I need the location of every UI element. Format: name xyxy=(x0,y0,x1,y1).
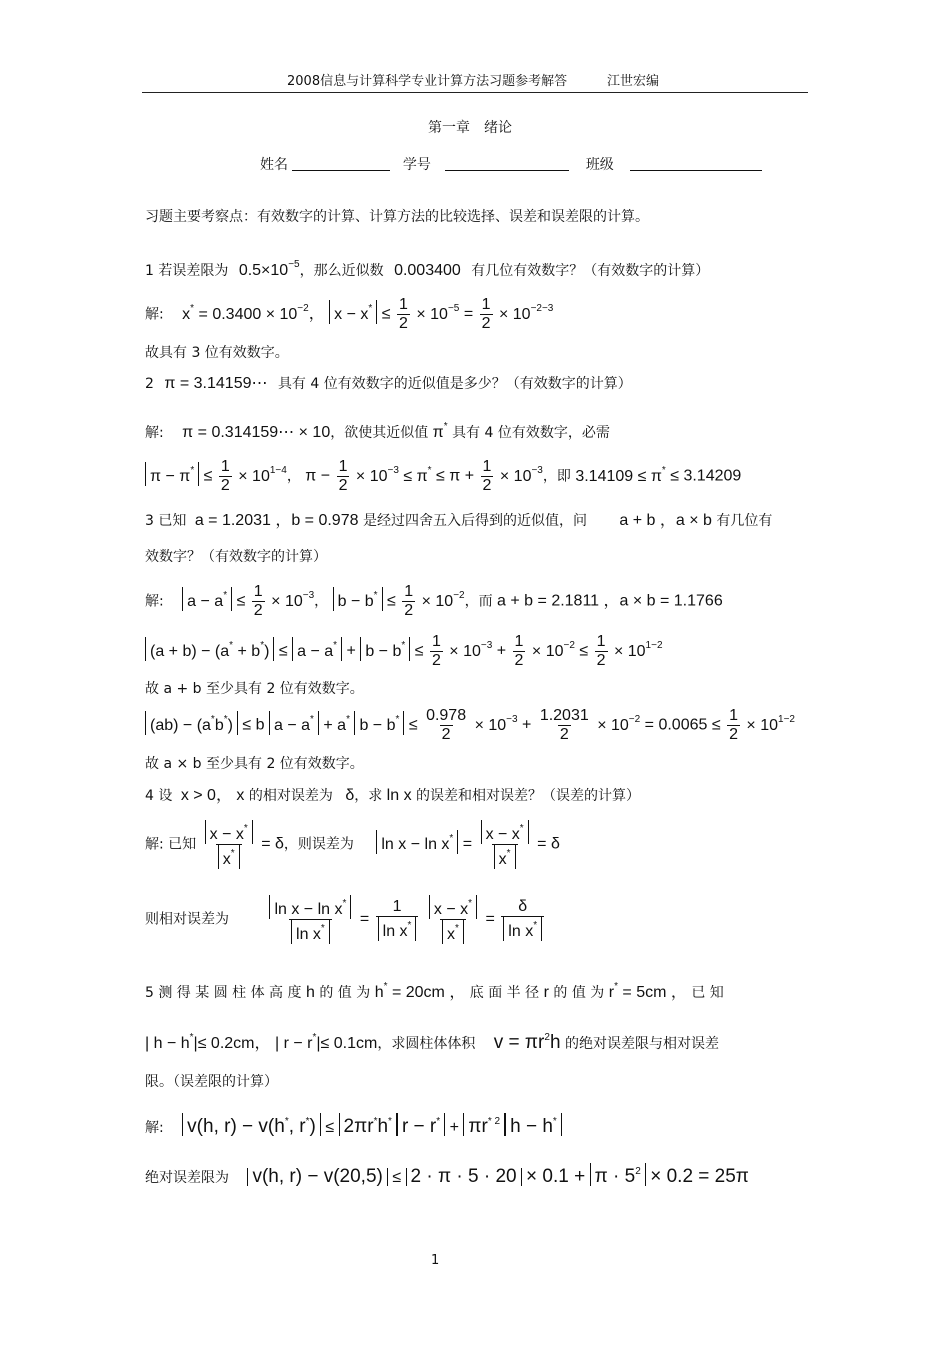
p4-eq-delta: = δ xyxy=(261,835,284,853)
p4-frac-err: $\frac{x - x^*}{x^*}$ xyxy=(479,820,531,869)
p2-frac-1: $\frac{1}{2}$ xyxy=(220,458,230,494)
p4-frac-known: $\frac{x - x^*}{x^*}$ xyxy=(203,820,255,869)
p5-text-g: 已 知 xyxy=(691,985,724,1001)
p3-sum-le-2: ≤ xyxy=(414,642,424,660)
p2-range-end: ≤ 3.14209 xyxy=(670,467,742,485)
p2-pi-star: π* xyxy=(432,421,448,441)
p1-text-c: 有几位有效数字？（有效数字的计算） xyxy=(471,263,710,279)
p3-er: ，而 xyxy=(464,593,493,610)
p2-text-2: 具有 4 位有效数字，必需 xyxy=(452,425,610,441)
p2-comma: ， xyxy=(286,468,301,485)
student-form xyxy=(260,157,762,174)
p3-sum-frac-2: $\frac{1}{2}$ xyxy=(514,633,524,669)
p4-text-b: 的相对误差为 xyxy=(248,788,333,804)
p3-prod-result: = 0.0065 ≤ xyxy=(644,716,721,734)
p5-abs-h: h − h* xyxy=(505,1113,562,1136)
p5-volume-formula: $v = \pi r^2h$ xyxy=(493,1032,561,1053)
p1-frac-1: $\frac{1}{2}$ xyxy=(399,296,408,332)
class-blank[interactable] xyxy=(630,170,762,171)
id-blank[interactable] xyxy=(445,170,569,171)
p1-abs-error: x − x* xyxy=(329,300,377,324)
p3-bound-a: × $10^{-3}$ xyxy=(271,589,315,610)
p3-sum-plus: + xyxy=(346,642,356,660)
p5-abs-bound xyxy=(145,1163,749,1189)
p1-solution: 解: $x^* = 0.3400 \times 10^{-2}$， x − x* ≤ $\frac{1}{2}$ × $10^{-5}$ = $\frac{1}{2}$ × $10^{-2-3}$ xyxy=(145,296,554,332)
p2-le-pi: ≤ π* xyxy=(403,464,432,485)
p2-number: 2 xyxy=(145,376,154,392)
p5-abs-le: ≤ xyxy=(392,1169,402,1186)
p5-abs-term2: $\pi \cdot 5^2$ xyxy=(590,1163,646,1186)
p3-sum-le-3: ≤ xyxy=(579,642,589,660)
p3-values: a = 1.2031 ，b = 0.978 xyxy=(194,512,359,529)
p3-conclusion-2: 故 a × b 至少具有 2 位有效数字。 xyxy=(145,756,364,772)
p1-bound: × $10^{-5}$ xyxy=(416,302,460,323)
p5-abs-r: r − r* xyxy=(397,1113,445,1136)
class-label: 班级 xyxy=(585,157,614,173)
p1-bound-2: × $10^{-2-3}$ xyxy=(498,302,554,323)
chapter-title: 第一章 绪论 xyxy=(428,120,512,136)
p5-solution-label: 解: xyxy=(145,1120,164,1136)
p4-solution xyxy=(145,820,560,869)
p3-text-b: 是经过四舍五入后得到的近似值，问 xyxy=(362,513,587,529)
p2-text-b: 具有 4 位有效数字的近似值是多少？（有效数字的计算） xyxy=(277,376,632,392)
p3-solution-label: 解: xyxy=(145,593,164,610)
p3-sum-abs-a: a − a* xyxy=(292,637,342,661)
p1-error-bound: $0.5\times 10^{-5}$ xyxy=(238,259,300,279)
p5-abs-label: 绝对误差限为 xyxy=(145,1170,229,1186)
p5-abs-result: × 0.2 = 25π xyxy=(650,1166,749,1187)
p4-rel-frac-1: $\frac{\ln x - \ln x^*}{\ln x^*}$ xyxy=(267,895,353,944)
p5-abs-term1: 2 · π · 5 · 20 xyxy=(406,1168,522,1186)
p2-bound-2: × $10^{-3}$ xyxy=(355,464,399,485)
p3-product-error xyxy=(145,707,795,744)
p3-abs-a: a − a* xyxy=(182,587,232,611)
p5-line-3: 限。（误差限的计算） xyxy=(145,1074,278,1090)
p4-text-a: 4 设 xyxy=(145,788,173,804)
p1-x-star: x* xyxy=(182,302,195,323)
p5-h-value: = 20cm ， xyxy=(391,984,466,1001)
p4-ln: ln x xyxy=(386,787,412,804)
p3-sum-error xyxy=(145,633,663,670)
page-number: 1 xyxy=(431,1253,440,1268)
p1-text-a: 1 若误差限为 xyxy=(145,263,229,279)
p3-sum-frac-1: $\frac{1}{2}$ xyxy=(431,633,441,669)
p3-results: a + b = 2.1811 ，a × b = 1.1766 xyxy=(497,592,723,610)
p5-r-star: r* xyxy=(608,981,618,1001)
p2-ie: ，即 xyxy=(542,468,571,485)
p5-abs-v: v(h, r) − v(h*, r*) xyxy=(182,1113,321,1136)
p4-rel-eq: = xyxy=(359,910,370,928)
p4-rel-frac-3: $\frac{x - x^*}{x^*}$ xyxy=(427,895,479,944)
p5-text-f: 的绝对误差限与相对误差 xyxy=(564,1036,719,1052)
p5-text-a: 5 测 得 某 圆 柱 体 高 度 xyxy=(145,985,302,1001)
problem-4 xyxy=(145,786,640,805)
p4-text-err: ，则误差为 xyxy=(283,836,354,853)
p4-rel-eq-2: = xyxy=(485,910,495,928)
p2-abs: π − π* xyxy=(145,462,199,486)
p4-rel-frac-2: $\frac{1}{\ln x^*}$ xyxy=(376,898,419,941)
p5-text-volume: ，求圆柱体体积 xyxy=(377,1036,476,1052)
p2-le: ≤ xyxy=(203,467,213,485)
p3-text-a: 3 已知 xyxy=(145,513,187,529)
name-label: 姓名 xyxy=(260,157,288,173)
p4-eq-delta-2: = δ xyxy=(537,835,560,853)
p3-ops: a + b ，a × b xyxy=(619,512,712,529)
p2-pi-plus: ≤ π + xyxy=(436,467,475,485)
p5-h-bound: | h − h*|≤ 0.2cm， xyxy=(145,1032,271,1052)
p5-text-b: 的 值 为 xyxy=(319,985,371,1001)
p5-plus: + xyxy=(449,1119,459,1136)
problem-2 xyxy=(145,374,632,393)
p3-sum-plus-2: + xyxy=(496,642,507,660)
p1-text-b: ，那么近似数 xyxy=(299,263,384,279)
p3-prod-frac-2: $\frac{1.2031}{2}$ xyxy=(539,707,589,743)
p3-abs-b: b − b* xyxy=(333,587,383,611)
p3-frac-1: $\frac{1}{2}$ xyxy=(253,583,263,619)
p5-abs-pir2: $\pi r^{* 2}$ xyxy=(463,1113,505,1136)
header-author: 江世宏编 xyxy=(607,74,660,89)
p2-pi-value: π = 3.14159⋯ xyxy=(164,375,268,392)
p2-solution-label: 解: xyxy=(145,425,164,441)
p3-prod-plus: + a* xyxy=(323,713,350,734)
p1-frac-2: $\frac{1}{2}$ xyxy=(481,296,491,332)
p2-range: 3.14109 ≤ π* xyxy=(575,464,666,485)
p3-sum-le: ≤ xyxy=(278,642,288,660)
p2-frac-2: $\frac{1}{2}$ xyxy=(338,458,348,494)
header-title: 2008信息与计算科学专业计算方法习题参考解答 xyxy=(287,74,568,89)
p1-eq: = xyxy=(463,305,474,323)
p4-rel-frac-4: $\frac{\delta}{\ln x^*}$ xyxy=(501,898,544,941)
p5-r: r xyxy=(543,984,549,1001)
p3-frac-2: $\frac{1}{2}$ xyxy=(404,583,414,619)
p1-x-value: = $0.3400 \times 10^{-2}$ xyxy=(198,302,309,323)
p3-prod-t5: × $10^{1-2}$ xyxy=(746,713,795,734)
id-label: 学号 xyxy=(402,157,431,173)
p3-sum-t3: × $10^{-2}$ xyxy=(531,639,575,660)
p5-text-e: 的 值 为 xyxy=(553,985,605,1001)
p4-delta: δ xyxy=(345,787,355,804)
p5-r-value: = 5cm ， xyxy=(622,984,687,1001)
p3-bound-b: × $10^{-2}$ xyxy=(421,589,465,610)
p5-h-star: h* xyxy=(374,981,388,1001)
p5-abs-2pirh: 2πr*h* xyxy=(339,1113,397,1136)
p3-prod-le-2: ≤ xyxy=(408,716,418,734)
p4-text-d: 的误差和相对误差？（误差的计算） xyxy=(416,788,641,804)
intro-text: 习题主要考察点：有效数字的计算、计算方法的比较选择、误差和误差限的计算。 xyxy=(145,209,649,225)
p4-eq: = xyxy=(462,835,473,853)
p1-le: ≤ xyxy=(381,305,391,323)
p5-line-2 xyxy=(145,1032,719,1055)
p3-conclusion-1: 故 a + b 至少具有 2 位有效数字。 xyxy=(145,681,364,697)
p5-text-d: 底 面 半 径 xyxy=(469,985,540,1001)
p3-prod-abs-b: b − b* xyxy=(354,711,404,735)
p4-abs-ln: ln x − ln x* xyxy=(376,830,458,854)
p5-abs-t1: × 0.1 + xyxy=(526,1166,586,1187)
page-header xyxy=(142,70,808,93)
p5-le: ≤ xyxy=(325,1119,335,1136)
p3-solution: 解: a − a* ≤ $\frac{1}{2}$ × $10^{-3}$， b − b* ≤ $\frac{1}{2}$ × $10^{-2}$，而 a + b = 2.1811 ，a × b = 1.1766 xyxy=(145,583,723,619)
p2-text: ，欲使其近似值 xyxy=(330,425,429,441)
p3-prod-abs: (ab) − (a*b*) xyxy=(145,711,238,735)
p4-relative xyxy=(145,895,546,944)
p3-sum-t5: × $10^{1-2}$ xyxy=(613,639,663,660)
p3-prod-plus-2: + xyxy=(522,716,532,734)
p2-pi-form: π = 0.314159⋯ × 10 xyxy=(182,424,331,441)
problem-3 xyxy=(145,511,772,530)
p4-text-c: ，求 xyxy=(354,788,383,804)
p4-condition: x > 0， x xyxy=(180,787,245,804)
p2-bound-1: × $10^{1-4}$ xyxy=(238,464,287,485)
p3-prod-frac-3: $\frac{1}{2}$ xyxy=(729,707,738,743)
p3-sum-abs: (a + b) − (a* + b*) xyxy=(145,637,274,661)
p2-condition xyxy=(145,458,741,495)
p3-prod-frac-1: $\frac{0.978}{2}$ xyxy=(426,707,467,743)
problem-1 xyxy=(145,259,709,280)
p4-solution-label: 解: 已知 xyxy=(145,836,197,853)
p5-abs-expr: v(h, r) − v(20,5) xyxy=(247,1168,387,1186)
p3-text-c: 有几位有 xyxy=(716,513,773,529)
p3-prod-t1: × $10^{-3}$ xyxy=(474,713,518,734)
p2-bound-3: × $10^{-3}$ xyxy=(499,464,543,485)
p5-solution xyxy=(145,1113,562,1137)
p3-sum-t1: × $10^{-3}$ xyxy=(449,639,493,660)
p1-conclusion: 故具有 3 位有效数字。 xyxy=(145,345,289,361)
p3-prod-le: ≤ b xyxy=(242,716,265,734)
p3-le: ≤ xyxy=(236,592,246,610)
p1-solution-label: 解: xyxy=(145,306,164,323)
p3-text-d: 效数字？（有效数字的计算） xyxy=(145,549,327,565)
problem-5 xyxy=(145,981,724,1002)
p3-le-2: ≤ xyxy=(387,592,396,610)
p2-frac-3: $\frac{1}{2}$ xyxy=(482,458,492,494)
p3-prod-t3: × $10^{-2}$ xyxy=(597,713,641,734)
name-blank[interactable] xyxy=(292,170,390,171)
p2-solution xyxy=(145,421,610,442)
p1-approx-number: 0.003400 xyxy=(394,262,461,279)
p5-h: h xyxy=(305,984,315,1001)
p3-sum-frac-3: $\frac{1}{2}$ xyxy=(596,633,606,669)
p2-pi-minus: π − xyxy=(305,467,331,485)
p3-sum-abs-b: b − b* xyxy=(360,637,410,661)
p5-r-bound: | r − r*|≤ 0.1cm xyxy=(274,1032,378,1052)
p3-prod-abs-a: a − a* xyxy=(269,711,319,735)
p4-relative-label: 则相对误差为 xyxy=(145,911,229,928)
